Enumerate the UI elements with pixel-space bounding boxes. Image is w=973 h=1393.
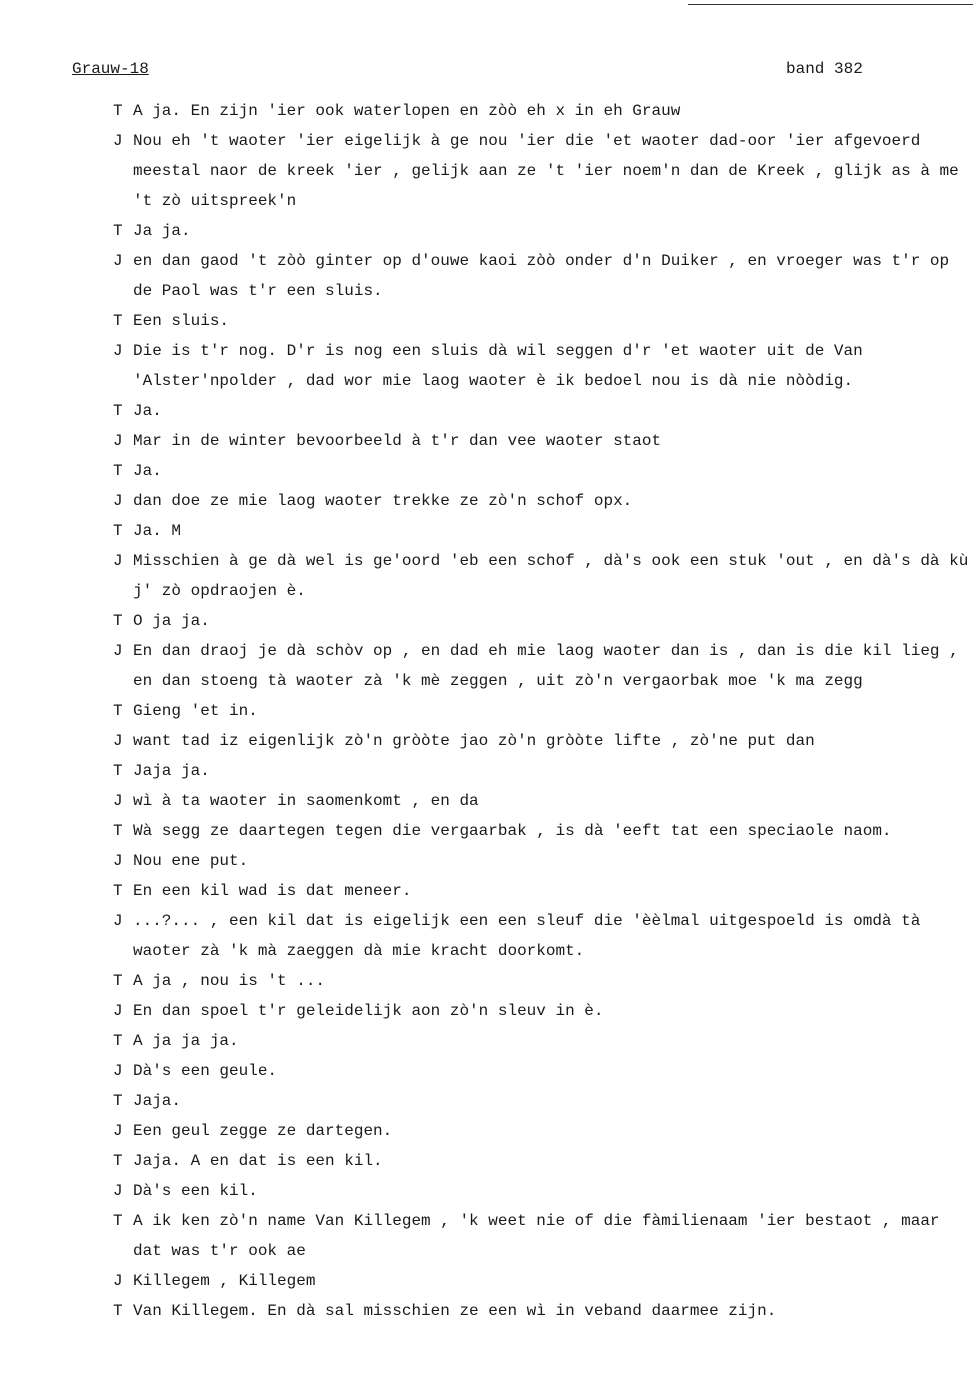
utterance-text: Jaja. [133,1092,182,1110]
speaker-label: J [113,1062,123,1080]
transcript-turn [113,1206,973,1266]
transcript-turn [113,216,973,246]
transcript-turn [113,1056,973,1086]
utterance-text: En dan spoel t'r geleidelijk aon zò'n sleuv in è. [133,1002,604,1020]
utterance-text: Die is t'r nog. D'r is nog een sluis dà wil seggen d'r 'et waoter uit de Van 'Alster'npolder , dad wor mie laog waoter è ik bedoel nou is dà nie nòòdig. [133,342,863,390]
transcript-turn [113,456,973,486]
utterance-text: Gieng 'et in. [133,702,258,720]
utterance-text: Wà segg ze daartegen tegen die vergaarbak , is dà 'eeft tat een speciaole naom. [133,822,892,840]
transcript-turn [113,846,973,876]
transcript [113,96,973,1326]
band-number: band 382 [786,60,863,78]
transcript-turn [113,486,973,516]
speaker-label: J [113,1002,123,1020]
transcript-turn [113,1296,973,1326]
utterance-text: Dà's een kil. [133,1182,258,1200]
speaker-label: J [113,1272,123,1290]
utterance-text: dan doe ze mie laog waoter trekke ze zò'n schof opx. [133,492,633,510]
transcript-turn [113,1266,973,1296]
utterance-text: Ja. M [133,522,182,540]
speaker-label: J [113,1122,123,1140]
speaker-label: T [113,312,123,330]
utterance-text: Een sluis. [133,312,230,330]
transcript-turn [113,96,973,126]
utterance-text: A ja. En zijn 'ier ook waterlopen en zòò eh x in eh Grauw [133,102,681,120]
transcript-turn [113,546,973,606]
speaker-label: T [113,402,123,420]
speaker-label: J [113,132,123,150]
speaker-label: T [113,702,123,720]
transcript-turn [113,1086,973,1116]
speaker-label: T [113,522,123,540]
utterance-text: Killegem , Killegem [133,1272,316,1290]
utterance-text: Ja. [133,462,162,480]
speaker-label: T [113,972,123,990]
speaker-label: T [113,1032,123,1050]
speaker-label: J [113,912,123,930]
page-id: Grauw-18 [72,60,149,78]
utterance-text: ...?... , een kil dat is eigelijk een een sleuf die 'èèlmal uitgespoeld is omdà tà waoter zà 'k mà zaeggen dà mie kracht doorkomt. [133,912,921,960]
top-rule [688,4,973,5]
transcript-turn [113,876,973,906]
speaker-label: T [113,612,123,630]
utterance-text: Van Killegem. En dà sal misschien ze een wì in veband daarmee zijn. [133,1302,777,1320]
transcript-turn [113,726,973,756]
transcript-turn [113,1146,973,1176]
speaker-label: T [113,102,123,120]
transcript-turn [113,426,973,456]
transcript-turn [113,786,973,816]
utterance-text: Misschien à ge dà wel is ge'oord 'eb een schof , dà's ook een stuk 'out , en dà's dà kù j' zò opdraojen è. [133,552,969,600]
speaker-label: T [113,462,123,480]
transcript-turn [113,336,973,396]
speaker-label: J [113,792,123,810]
speaker-label: J [113,492,123,510]
utterance-text: En dan draoj je dà schòv op , en dad eh mie laog waoter dan is , dan is die kil lieg , en dan stoeng tà waoter zà 'k mè zeggen , uit zò'n vergaorbak moe 'k ma zegg [133,642,959,690]
transcript-turn [113,996,973,1026]
speaker-label: T [113,1152,123,1170]
utterance-text: Jaja. A en dat is een kil. [133,1152,383,1170]
speaker-label: T [113,762,123,780]
transcript-turn [113,246,973,306]
utterance-text: O ja ja. [133,612,210,630]
speaker-label: J [113,852,123,870]
utterance-text: en dan gaod 't zòò ginter op d'ouwe kaoi zòò onder d'n Duiker , en vroeger was t'r op de Paol was t'r een sluis. [133,252,950,300]
speaker-label: T [113,1092,123,1110]
speaker-label: T [113,1212,123,1230]
transcript-turn [113,606,973,636]
utterance-text: A ik ken zò'n name Van Killegem , 'k weet nie of die fàmilienaam 'ier bestaot , maar dat was t'r ook ae [133,1212,940,1260]
utterance-text: wì à ta waoter in saomenkomt , en da [133,792,479,810]
speaker-label: J [113,642,123,660]
utterance-text: Ja ja. [133,222,191,240]
speaker-label: T [113,822,123,840]
speaker-label: J [113,732,123,750]
utterance-text: En een kil wad is dat meneer. [133,882,412,900]
utterance-text: Mar in de winter bevoorbeeld à t'r dan vee waoter staot [133,432,662,450]
speaker-label: T [113,882,123,900]
transcript-turn [113,126,973,216]
transcript-turn [113,756,973,786]
transcript-turn [113,396,973,426]
utterance-text: Nou eh 't waoter 'ier eigelijk à ge nou 'ier die 'et waoter dad-oor 'ier afgevoerd meestal naor de kreek 'ier , gelijk aan ze 't 'ier noem'n dan de Kreek , glijk as à me 't zò uitspreek'n [133,132,959,210]
speaker-label: J [113,552,123,570]
transcript-turn [113,516,973,546]
speaker-label: J [113,1182,123,1200]
transcript-turn [113,1116,973,1146]
transcript-turn [113,1176,973,1206]
transcript-turn [113,306,973,336]
utterance-text: Ja. [133,402,162,420]
transcript-turn [113,906,973,966]
transcript-turn [113,696,973,726]
utterance-text: A ja ja ja. [133,1032,239,1050]
utterance-text: Dà's een geule. [133,1062,278,1080]
transcript-turn [113,966,973,996]
speaker-label: J [113,432,123,450]
speaker-label: J [113,342,123,360]
utterance-text: Jaja ja. [133,762,210,780]
transcript-turn [113,816,973,846]
utterance-text: want tad iz eigenlijk zò'n gròòte jao zò'n gròòte lifte , zò'ne put dan [133,732,815,750]
speaker-label: T [113,222,123,240]
utterance-text: Nou ene put. [133,852,249,870]
transcript-turn [113,1026,973,1056]
utterance-text: A ja , nou is 't ... [133,972,326,990]
speaker-label: J [113,252,123,270]
transcript-turn [113,636,973,696]
utterance-text: Een geul zegge ze dartegen. [133,1122,393,1140]
speaker-label: T [113,1302,123,1320]
